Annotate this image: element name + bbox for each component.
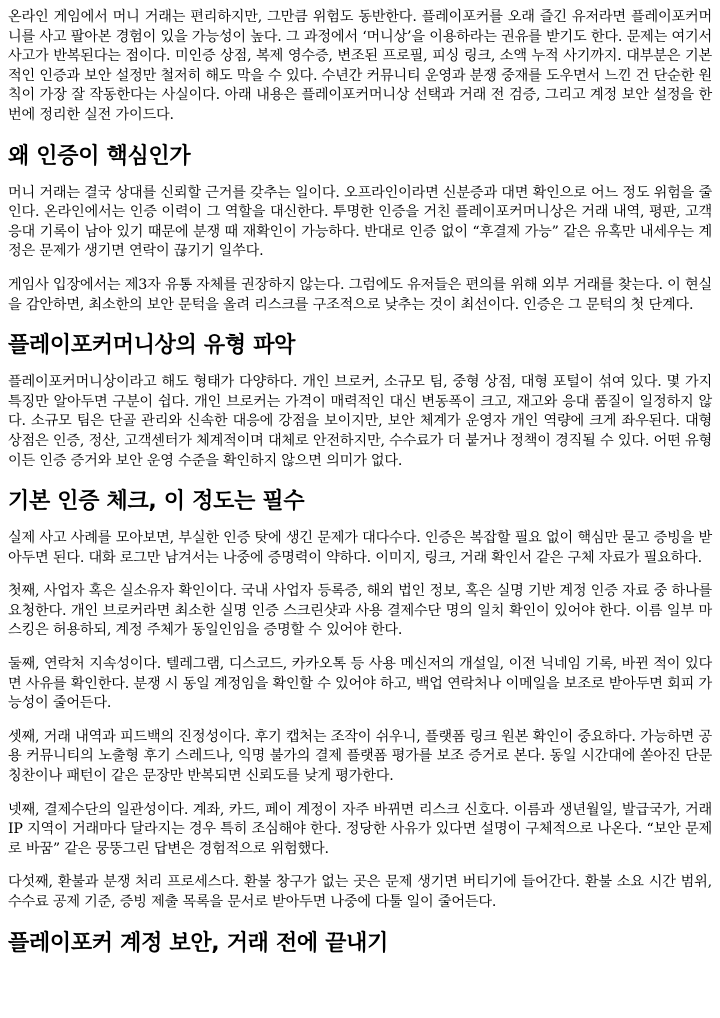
section-paragraph: 실제 사고 사례를 모아보면, 부실한 인증 탓에 생긴 문제가 대다수다. 인증은 복잡할 필요 없이 핵심만 묻고 증빙을 받아두면 된다. 대화 로그만 남겨서는 나중에 증명력이 약하다. 이미지, 링크, 거래 확인서 같은 구체 자료가 필요하다. <box>8 530 712 566</box>
section-paragraph: 셋째, 거래 내역과 피드백의 진정성이다. 후기 캡처는 조작이 쉬우니, 플랫폼 링크 원본 확인이 중요하다. 가능하면 공용 커뮤니티의 노출형 후기 스레드나, 익명 불가의 결제 플랫폼 평가를 보조 증거로 본다. 동일 시간대에 쏟아진 단문 칭찬이나 패턴이 같은 문장만 반복되면 신뢰도를 낮게 평가한다. <box>8 728 712 785</box>
section-heading-why-verification: 왜 인증이 핵심인가 <box>8 143 191 169</box>
section-paragraph: 플레이포커머니상이라고 해도 형태가 다양하다. 개인 브로커, 소규모 팀, 중형 상점, 대형 포털이 섞여 있다. 몇 가지 특징만 알아두면 구분이 쉽다. 개인 브로커는 가격이 매력적인 대신 변동폭이 크고, 재고와 응대 품질이 일정하지 않다. 소규모 팀은 단골 관리와 신속한 대응에 강점을 보이지만, 보안 체계가 운영자 개인 역량에 크게 좌우된다. 대형 상점은 인증, 정산, 고객센터가 체계적이며 대체로 안전하지만, 수수료가 더 붙거나 정책이 경직될 수 있다. 어떤 유형이든 인증 증거와 보안 운영 수준을 확인하지 않으면 의미가 없다. <box>8 374 712 469</box>
section-paragraph: 머니 거래는 결국 상대를 신뢰할 근거를 갖추는 일이다. 오프라인이라면 신분증과 대면 확인으로 어느 정도 위험을 줄인다. 온라인에서는 인증 이력이 그 역할을 대신한다. 투명한 인증을 거친 플레이포커머니상은 거래 내역, 평판, 고객 응대 기록이 남아 있기 때문에 분쟁 때 재확인이 가능하다. 반대로 인증 없이 “후결제 가능” 같은 유혹만 내세우는 계정은 문제가 생기면 연락이 끊기기 일쑤다. <box>8 184 712 260</box>
section-paragraph: 다섯째, 환불과 분쟁 처리 프로세스다. 환불 창구가 없는 곳은 문제 생기면 버티기에 들어간다. 환불 소요 시간 범위, 수수료 공제 기준, 증빙 제출 목록을 문서로 받아두면 나중에 다툴 일이 줄어든다. <box>8 874 712 910</box>
section-paragraph: 첫째, 사업자 혹은 실소유자 확인이다. 국내 사업자 등록증, 해외 법인 정보, 혹은 실명 기반 계정 인증 자료 중 하나를 요청한다. 개인 브로커라면 최소한 실명 인증 스크린샷과 사용 결제수단 명의 일치 확인이 있어야 한다. 이름 일부 마스킹은 허용하되, 계정 주체가 동일인임을 증명할 수 있어야 한다. <box>8 583 712 639</box>
section-paragraph: 둘째, 연락처 지속성이다. 텔레그램, 디스코드, 카카오톡 등 사용 메신저의 개설일, 이전 닉네임 기록, 바뀐 적이 있다면 사유를 확인한다. 분쟁 시 동일 계정임을 확인할 수 있어야 하고, 백업 연락처나 이메일을 보조로 받아두면 회피 가능성이 줄어든다. <box>8 656 712 712</box>
section-paragraph: 넷째, 결제수단의 일관성이다. 계좌, 카드, 페이 계정이 자주 바뀌면 리스크 신호다. 이름과 생년월일, 발급국가, 거래 IP 지역이 거래마다 달라지는 경우 특히 조심해야 한다. 정당한 사유가 있다면 설명이 구체적으로 나온다. “보안 문제로 바꿈” 같은 뭉뚱그린 답변은 경험적으로 위험했다. <box>8 801 712 857</box>
section-heading-account-security: 플레이포커 계정 보안, 거래 전에 끝내기 <box>8 930 389 956</box>
section-paragraph: 게임사 입장에서는 제3자 유통 자체를 권장하지 않는다. 그럼에도 유저들은 편의를 위해 외부 거래를 찾는다. 이 현실을 감안하면, 최소한의 보안 문턱을 올려 리스크를 구조적으로 낮추는 것이 최선이다. 인증은 그 문턱의 첫 단계다. <box>8 276 712 313</box>
intro-paragraph: 온라인 게임에서 머니 거래는 편리하지만, 그만큼 위험도 동반한다. 플레이포커를 오래 즐긴 유저라면 플레이포커머니를 사고 팔아본 경험이 있을 가능성이 높다. 그 과정에서 ‘머니상’을 이용하라는 권유를 받기도 한다. 문제는 여기서 사고가 반복된다는 점이다. 미인증 상점, 복제 영수증, 변조된 프로필, 피싱 링크, 소액 누적 사기까지. 대부분은 기본적인 인증과 보안 설정만 철저히 해도 막을 수 있다. 수년간 커뮤니티 운영과 분쟁 중재를 도우면서 느낀 건 단순한 원칙이 가장 잘 작동한다는 사실이다. 아래 내용은 플레이포커머니상 선택과 거래 전 검증, 그리고 계정 보안 설정을 한 번에 정리한 실전 가이드다. <box>8 9 712 123</box>
section-heading-basic-checks: 기본 인증 체크, 이 정도는 필수 <box>8 489 305 515</box>
section-heading-dealer-types: 플레이포커머니상의 유형 파악 <box>8 333 296 359</box>
